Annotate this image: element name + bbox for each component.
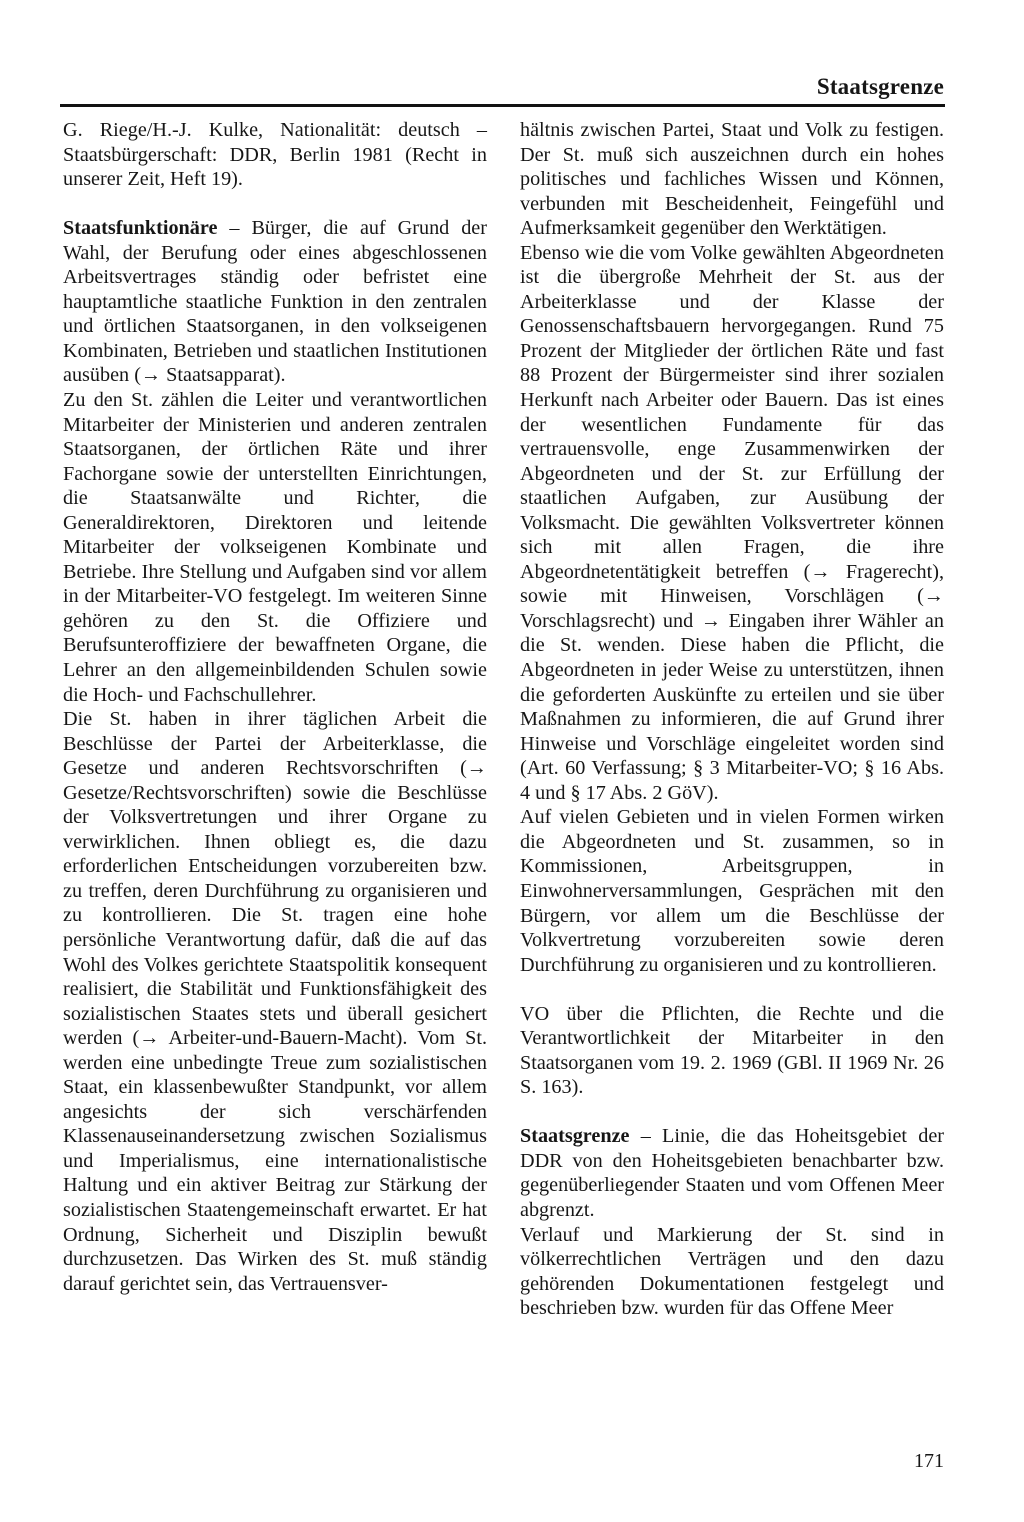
entry-staatsgrenze [520,1124,944,1222]
body-paragraph: Verlauf und Markierung der St. sind in völkerrechtlichen Verträgen und den dazu gehörenden Dokumentationen festgelegt und beschrieben bzw. wurden für das Offene Meer [520,1223,944,1320]
body-paragraph: Die St. haben in ihrer täglichen Arbeit die Beschlüsse der Partei der Arbeiterklasse, die Gesetze und anderen Rechtsvorschriften (→ Gesetze/Rechtsvorschriften) sowie die Beschlüsse der Volksvertretungen und ihrer Organe zu verwirklichen. Ihnen obliegt es, die dazu erforderlichen Entscheidungen vorzubereiten bzw. zu treffen, deren Durchführung zu organisieren und zu kontrollieren. Die St. tragen eine hohe persönliche Verantwortung dafür, daß die auf das Wohl des Volkes gerichtete Staatspolitik konsequent realisiert, die Stabilität und Funktionsfähigkeit des sozialistischen Staates stets und überall gesichert werden (→ Arbeiter-und-Bauern-Macht). Vom St. werden eine unbedingte Treue zum sozialistischen Staat, ein klassenbewußter Standpunkt, vor allem angesichts der sich verschärfenden Klassenauseinandersetzung zwischen Sozialismus und Imperialismus, eine internationalistische Haltung und ein aktiver Beitrag zur Stärkung der sozialistischen Staatengemeinschaft erwartet. Er hat Ordnung, Sicherheit und Disziplin bewußt durchzusetzen. Das Wirken des St. muß ständig darauf gerichtet sein, das Vertrauensver- [63,708,487,1295]
entry-definition: – Bürger, die auf Grund der Wahl, der Berufung oder eines abgeschlossenen Arbeitsvertrages ständig oder befristet eine hauptamtliche staatliche Funktion in den zentralen und örtlichen Staatsorganen, in den volkseigenen Kombinaten, Betrieben und staatlichen Institutionen ausüben (→ Staatsapparat). [63,217,487,387]
header-rule [60,104,945,107]
page-number: 171 [914,1450,944,1472]
running-head: Staatsgrenze [816,74,944,99]
left-column [63,118,487,1296]
right-column [520,118,944,1321]
lemma-staatsfunktionaere: Staatsfunktionäre [63,217,218,240]
reference-paragraph: VO über die Pflichten, die Rechte und die Verantwortlichkeit der Mitarbeiter in den Staatsorganen vom 19. 2. 1969 (GBl. II 1969 Nr. 26 S. 163). [520,1002,944,1099]
lemma-staatsgrenze: Staatsgrenze [520,1125,630,1148]
body-paragraph: Zu den St. zählen die Leiter und verantwortlichen Mitarbeiter der Ministerien und anderen zentralen Staatsorganen, der örtlichen Räte und ihrer Fachorgane sowie der unterstellten Einrichtungen, die Staatsanwälte und Richter, die Generaldirektoren, Direktoren und leitende Mitarbeiter der volkseigenen Kombinate und Betriebe. Ihre Stellung und Aufgaben sind vor allem in der Mitarbeiter-VO festgelegt. Im weiteren Sinne gehören zu den St. die Offiziere und Berufsunteroffiziere der bewaffneten Organe, die Lehrer an den allgemeinbildenden Schulen sowie die Hoch- und Fachschullehrer. [63,388,487,706]
body-paragraph: hältnis zwischen Partei, Staat und Volk zu festigen. Der St. muß sich auszeichnen durch ein hohes politisches und fachliches Wissen und Können, verbunden mit Bescheidenheit, Feingefühl und Aufmerksamkeit gegenüber den Werktätigen. [520,119,944,240]
body-paragraph: Auf vielen Gebieten und in vielen Formen wirken die Abgeordneten und St. zusammen, so in Kommissionen, Arbeitsgruppen, in Einwohnerversammlungen, Gesprächen mit den Bürgern, vor allem um die Beschlüsse der Volkvertretung vorzubereiten sowie deren Durchführung zu organisieren und zu kontrollieren. [520,806,944,976]
reference-paragraph: G. Riege/H.-J. Kulke, Nationalität: deutsch – Staatsbürgerschaft: DDR, Berlin 1981 (Recht in unserer Zeit, Heft 19). [63,119,487,191]
entry-staatsfunktionaere [63,216,487,388]
entry-definition: – Linie, die das Hoheitsgebiet der DDR von den Hoheitsgebieten benachbarter bzw. gegenüberliegender Staaten und vom Offenen Meer abgrenzt. [520,1125,944,1221]
body-paragraph: Ebenso wie die vom Volke gewählten Abgeordneten ist die übergroße Mehrheit der St. aus der Arbeiterklasse und der Klasse der Genossenschaftsbauern hervorgegangen. Rund 75 Prozent der Mitglieder der örtlichen Räte und fast 88 Prozent der Bürgermeister sind ihrer sozialen Herkunft nach Arbeiter oder Bauern. Das ist eines der wesentlichen Fundamente für das vertrauensvolle, enge Zusammenwirken der Abgeordneten und der St. zur Erfüllung der staatlichen Aufgaben, zur Ausübung der Volksmacht. Die gewählten Volksvertreter können sich mit allen Fragen, die ihre Abgeordnetentätigkeit betreffen (→ Fragerecht), sowie mit Hinweisen, Vorschlägen (→ Vorschlagsrecht) und → Eingaben ihrer Wähler an die St. wenden. Diese haben die Pflicht, die Abgeordneten in jeder Weise zu unterstützen, ihnen die geforderten Auskünfte zu erteilen und sie über Maßnahmen zu informieren, die auf Grund ihrer Hinweise und Vorschläge eingeleitet worden sind (Art. 60 Verfassung; § 3 Mitarbeiter-VO; § 16 Abs. 4 und § 17 Abs. 2 GöV). [520,241,944,804]
